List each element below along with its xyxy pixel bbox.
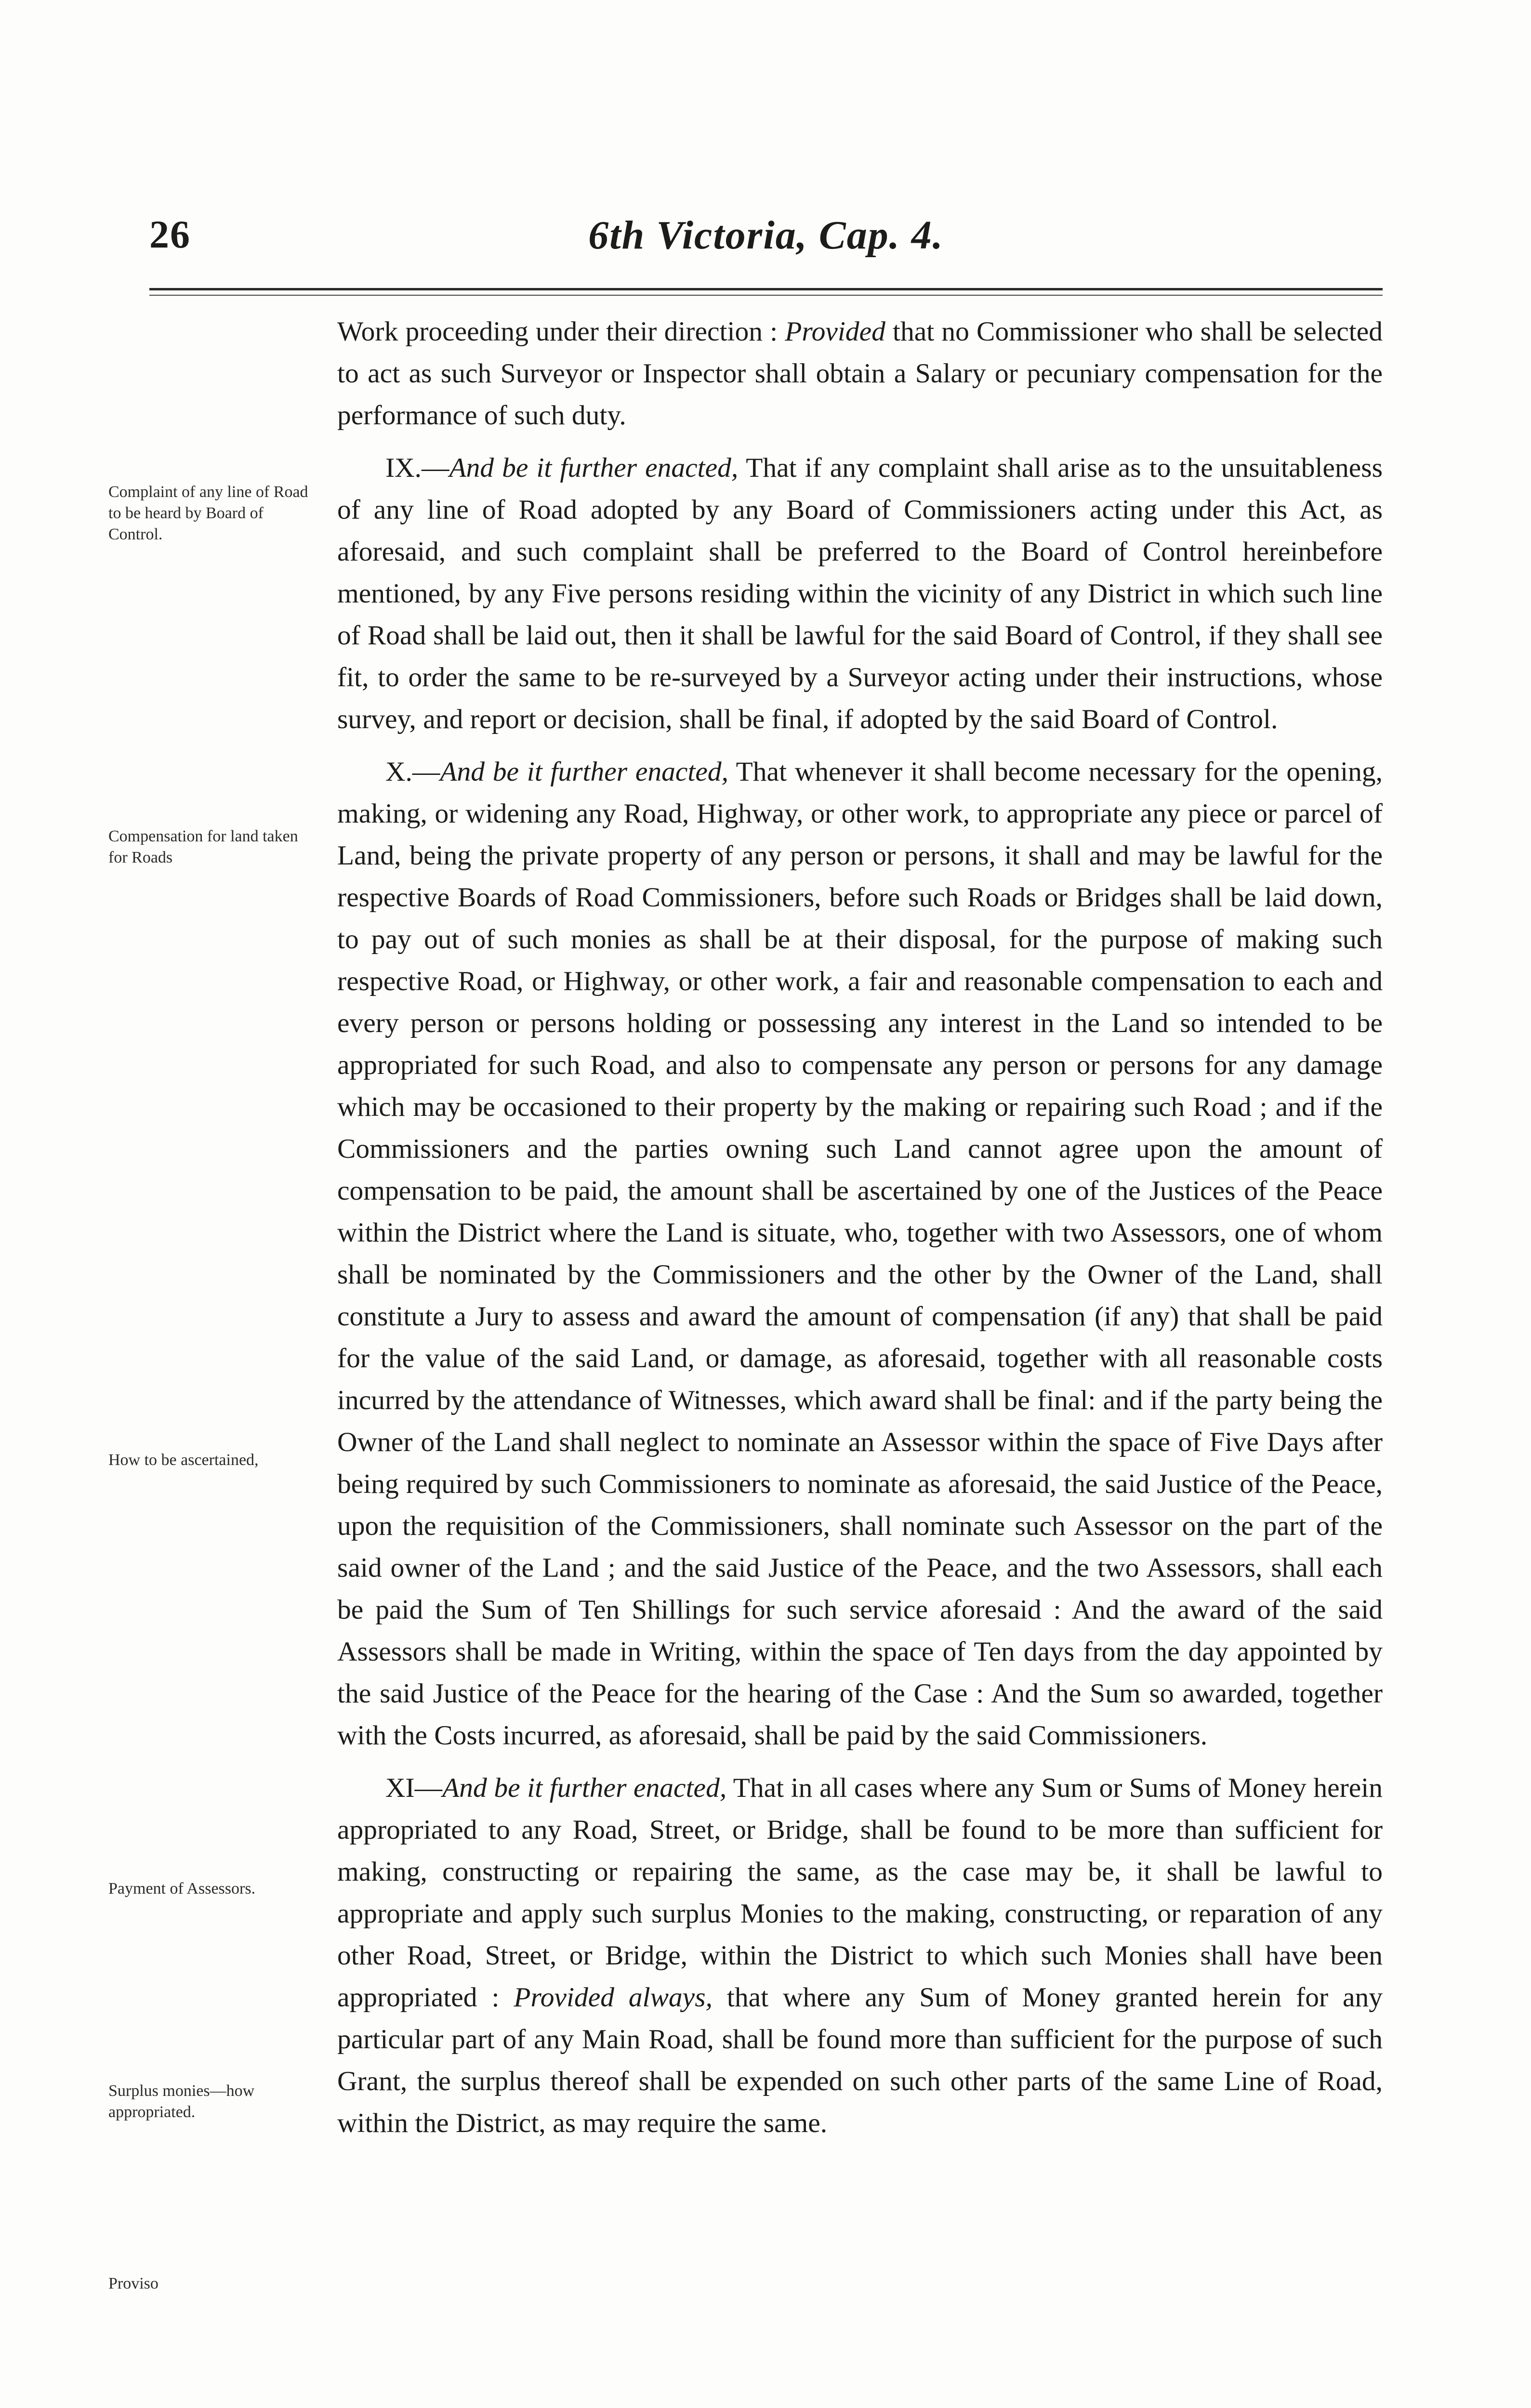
margin-note-proviso: Proviso (108, 2275, 158, 2292)
continuation-paragraph (337, 311, 1383, 436)
section-xi-number: XI— (385, 1773, 443, 1803)
section-ix (337, 447, 1383, 740)
section-xi-enacting: And be it further enacted, (442, 1773, 727, 1803)
section-x (337, 751, 1383, 1756)
section-xi-proviso: Provided always, (514, 1982, 713, 2013)
section-xi (337, 1767, 1383, 2144)
continuation-text-start: Work proceeding under their direction : (337, 316, 785, 347)
section-ix-text: That if any complaint shall arise as to the unsuitableness of any line of Road adopted by any Board of Commissioners acting under this Act, as aforesaid, and such complaint shall be preferred to the Board of Control hereinbefore mentioned, by any Five persons residing within the vicinity of any District in which such line of Road shall be laid out, then it shall be lawful for the said Board of Control, if they shall see fit, to order the same to be re-surveyed by a Surveyor acting under their instructions, whose survey, and report or decision, shall be final, if adopted by the said Board of Control. (337, 453, 1383, 734)
continuation-text-end: that no Commissioner who shall be selected to act as such Surveyor or Inspector shall obtain a Salary or pecuniary compensation for the performance of such duty. (337, 316, 1383, 431)
section-x-enacting: And be it further enacted, (440, 757, 728, 787)
running-title: 6th Victoria, Cap. 4. (588, 213, 944, 258)
page-header (149, 212, 1383, 265)
section-ix-enacting: And be it further enacted, (449, 453, 739, 483)
page-number: 26 (149, 212, 191, 256)
margin-note-complaint: Complaint of any line of Road to be heard by Board of Control. (108, 483, 308, 543)
header-rule-thin (149, 295, 1383, 296)
continuation-proviso-word: Provided (785, 316, 885, 347)
margin-note-compensation: Compensation for land taken for Roads (108, 827, 298, 866)
section-xi-text-start: That in all cases where any Sum or Sums of Money herein appropriated to any Road, Street, or Bridge, shall be found to be more than sufficient for making, constructing or repairing the same, as the case may be, it shall be lawful to appropriate and apply such surplus Monies to the making, constructing, or reparation of any other Road, Street, or Bridge, within the District to which such Monies shall have been appropriated : (337, 1773, 1383, 2013)
body-text (337, 311, 1383, 2144)
section-x-number: X.— (385, 757, 440, 787)
section-ix-number: IX.— (385, 453, 449, 483)
margin-note-surplus: Surplus monies—how appropriated. (108, 2082, 255, 2121)
margin-note-payment: Payment of Assessors. (108, 1880, 256, 1898)
margin-note-how-ascertained: How to be ascertained, (108, 1451, 259, 1469)
section-xi-text-end: that where any Sum of Money granted herein for any particular part of any Main Road, shall be found more than sufficient for the purpose of such Grant, the surplus thereof shall be expended on such other parts of the same Line of Road, within the District, as may require the same. (337, 1982, 1383, 2138)
section-x-text: That whenever it shall become necessary for the opening, making, or widening any Road, Highway, or other work, to appropriate any piece or parcel of Land, being the private property of any person or persons, it shall and may be lawful for the respective Boards of Road Commissioners, before such Roads or Bridges shall be laid down, to pay out of such monies as shall be at their disposal, for the purpose of making such respective Road, or Highway, or other work, a fair and reasonable compensation to each and every person or persons holding or possessing any interest in the Land so intended to be appropriated for such Road, and also to compensate any person or persons for any damage which may be occasioned to their property by the making or repairing such Road ; and if the Commissioners and the parties owning such Land cannot agree upon the amount of compensation to be paid, the amount shall be ascertained by one of the Justices of the Peace within the District where the Land is situate, who, together with two Assessors, one of whom shall be nominated by the Commissioners and the other by the Owner of the Land, shall constitute a Jury to assess and award the amount of compensation (if any) that shall be paid for the value of the said Land, or damage, as aforesaid, together with all reasonable costs incurred by the attendance of Witnesses, which award shall be final: and if the party being the Owner of the Land shall neglect to nominate an Assessor within the space of Five Days after being required by such Commissioners to nominate as aforesaid, the said Justice of the Peace, upon the requisition of the Commissioners, shall nominate such Assessor on the part of the said owner of the Land ; and the said Justice of the Peace, and the two Assessors, shall each be paid the Sum of Ten Shillings for such service aforesaid : And the award of the said Assessors shall be made in Writing, within the space of Ten days from the day appointed by the said Justice of the Peace for the hearing of the Case : And the Sum so awarded, together with the Costs incurred, as aforesaid, shall be paid by the said Commissioners. (337, 757, 1383, 1751)
header-rule (149, 288, 1383, 290)
